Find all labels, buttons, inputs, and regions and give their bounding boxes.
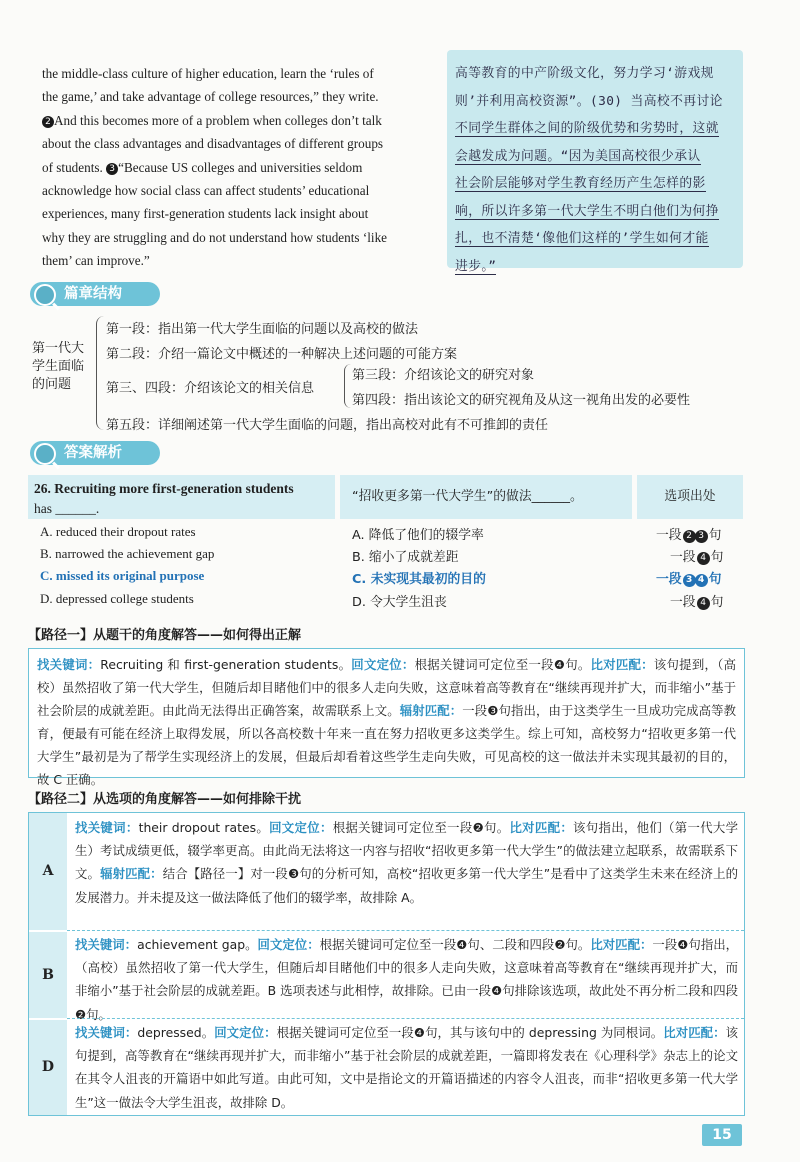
option-letter-b: B <box>29 932 67 1018</box>
structure-p34: 第三、四段：介绍该论文的相关信息 <box>106 381 315 396</box>
translation-line: 不同学生群体之间的阶级优势和劣势时，这就 <box>455 121 719 136</box>
keyword-label: 找关键词： <box>37 657 101 672</box>
path1-box: 找关键词：Recruiting 和 first-generation students。回文定位：根据关键词可定位至一段❹句。比对匹配：该句提到，（高校）虽然招收了第一代大学生，但随后却目睹他们中的很多人走向失败，这意味着高等教育在“继续再现并扩大，而非缩小”基于社会阶层的成就差距。由此尚无法得出正确答案，故需联系上文。辐射匹配：一段❸句指出，由于这类学生一旦成功完成高等教育，便最有可能在经济上取得发展，所以各高校数十年来一直在努力招收更多这类学生。综上可知，高校努力“招收更多第一代大学生”最初是为了帮学生实现经济上的发展，但最后却看着这些学生走向失败，可见高校的这一做法并未实现其最初的目的，故 C 正确。 <box>28 648 745 778</box>
translation-box <box>447 50 743 274</box>
section-tag-answer: 答案解析 <box>30 441 160 465</box>
keyword-label: 辐射匹配： <box>399 703 463 718</box>
passage-line: them’ can improve.” <box>42 253 150 269</box>
path2-d-text: 找关键词：depressed。回文定位：根据关键词可定位至一段❹句，其与该句中的 depressing 为同根词。比对匹配：该句提到，高等教育在“继续再现并扩大，而非缩小”基于社会阶层的成就差距，一篇即将发表在《心理科学》杂志上的论文在其令人沮丧的开篇语中如此写道。由此可知，文中是指论文的开篇语描述的内容令人沮丧，而非“招收更多第一代大学生”这一做法令大学生沮丧，故排除 D。 <box>75 1025 739 1110</box>
option-c-cn: C. 未实现其最初的目的 <box>352 572 486 587</box>
structure-p5: 第五段：详细阐述第一代大学生面临的问题，指出高校对此有不可推卸的责任 <box>106 418 549 433</box>
option-b-cn: B. 缩小了成就差距 <box>352 550 459 565</box>
passage-line: 2 And this becomes more of a problem when colleges don’t talk <box>42 109 436 132</box>
passage-line: experiences, many first-generation students lack insight about <box>42 206 369 222</box>
path2-box <box>28 812 745 1116</box>
path2-b-text: 找关键词：achievement gap。回文定位：根据关键词可定位至一段❹句、二段和四段❷句。比对匹配：一段❹句指出，（高校）虽然招收了第一代大学生，但随后却目睹他们中的很多人走向失败，这意味着高等教育在“继续再现并扩大，而非缩小”基于社会阶层的成就差距。B 选项表述与此相悖，故排除。已由一段❹句排除该选项，故此处不再分析二段和四段❷句。 <box>75 937 739 1022</box>
structure-p2: 第二段：介绍一篇论文中概述的一种解决上述问题的可能方案 <box>106 347 458 362</box>
option-a-source: 一段 2 3 句 <box>656 528 722 543</box>
passage-line: the middle-class culture of higher education, learn the ‘rules of <box>42 66 374 81</box>
page-number: 15 <box>702 1124 742 1146</box>
option-a-cn: A. 降低了他们的辍学率 <box>352 528 484 543</box>
structure-p1: 第一段：指出第一代大学生面临的问题以及高校的做法 <box>106 322 419 337</box>
option-b-source: 一段 4 句 <box>670 550 724 565</box>
sentence-number-badge: 4 <box>695 574 708 587</box>
sentence-number-badge: 3 <box>683 574 696 587</box>
keyword-label: 回文定位： <box>351 657 415 672</box>
search-icon <box>34 443 56 465</box>
sentence-number-badge: 2 <box>683 530 696 543</box>
translation-line: 进步。” <box>455 258 497 274</box>
path1-title: 【路径一】从题干的角度解答——如何得出正解 <box>28 628 302 643</box>
passage-line: why they are struggling and do not understand how students ‘like <box>42 229 388 245</box>
translation-line: 高等教育的中产阶级文化，努力学习‘游戏规 <box>455 66 714 81</box>
option-letter-d: D <box>29 1020 67 1115</box>
option-b-en: B. narrowed the achievement gap <box>40 546 215 561</box>
translation-line: 会越发成为问题。“因为美国高校很少承认 <box>455 148 701 164</box>
sentence-number-badge: 4 <box>697 597 710 610</box>
sentence-number-badge: 3 <box>106 163 118 175</box>
sentence-number-badge: 3 <box>695 530 708 543</box>
sentence-number-badge: 2 <box>42 116 54 128</box>
option-d-cn: D. 令大学生沮丧 <box>352 595 447 610</box>
translation-line: 社会阶层能够对学生教育经历产生怎样的影 <box>455 176 706 191</box>
keyword-label: 比对匹配： <box>590 657 654 672</box>
section-tag-structure: 篇章结构 <box>30 282 160 306</box>
source-header: 选项出处 <box>637 475 743 519</box>
option-letter-a: A <box>29 813 67 930</box>
passage-line: acknowledge how social class can affect students’ educational <box>42 183 370 199</box>
passage-line: about the class advantages and disadvantages of different groups <box>42 136 384 152</box>
option-c-en: C. missed its original purpose <box>40 568 205 583</box>
translation-line: 扎，也不清楚‘像他们这样的’学生如何才能 <box>455 231 709 246</box>
question-stem-en: 26. Recruiting more first-generation students has ______. <box>28 475 335 519</box>
divider <box>67 1018 744 1019</box>
path2-title: 【路径二】从选项的角度解答——如何排除干扰 <box>28 792 302 807</box>
structure-p4: 第四段：指出该论文的研究视角及从这一视角出发的必要性 <box>352 393 691 408</box>
option-d-en: D. depressed college students <box>40 591 194 606</box>
passage-line: of students. 3 “Because US colleges and universities seldom <box>42 159 363 175</box>
option-a-en: A. reduced their dropout rates <box>40 524 196 539</box>
translation-line: 则’并利用高校资源”。(30) 当高校不再讨论 <box>455 93 723 109</box>
sentence-number-badge: 4 <box>697 552 710 565</box>
structure-sub-brace <box>344 364 351 408</box>
option-c-source: 一段 3 4 句 <box>656 572 722 587</box>
question-stem-cn: “招收更多第一代大学生”的做法______。 <box>340 475 632 519</box>
structure-p3: 第三段：介绍该论文的研究对象 <box>352 368 535 383</box>
english-passage <box>42 62 436 273</box>
search-icon <box>34 284 56 306</box>
translation-line: 响，所以许多第一代大学生不明白他们为何挣 <box>455 203 719 219</box>
structure-brace <box>96 316 105 430</box>
structure-root: 第一代大 学生面临 的问题 <box>32 341 85 392</box>
passage-line: the game,’ and take advantage of college resources,” they write. <box>42 89 379 105</box>
path2-a-text: 找关键词：their dropout rates。回文定位：根据关键词可定位至一段❷句。比对匹配：该句指出，他们（第一代大学生）考试成绩更低，辍学率更高。由此尚无法将这一内容与招收“招收更多第一代大学生”的做法建立起联系，故需联系下文。辐射匹配：结合【路径一】对一段❸句的分析可知，高校“招收更多第一代大学生”是看中了这类学生未来在经济上的发展潜力。并未提及这一做法降低了他们的辍学率，故排除 A。 <box>75 820 739 905</box>
option-d-source: 一段 4 句 <box>670 595 724 610</box>
divider <box>67 930 744 931</box>
